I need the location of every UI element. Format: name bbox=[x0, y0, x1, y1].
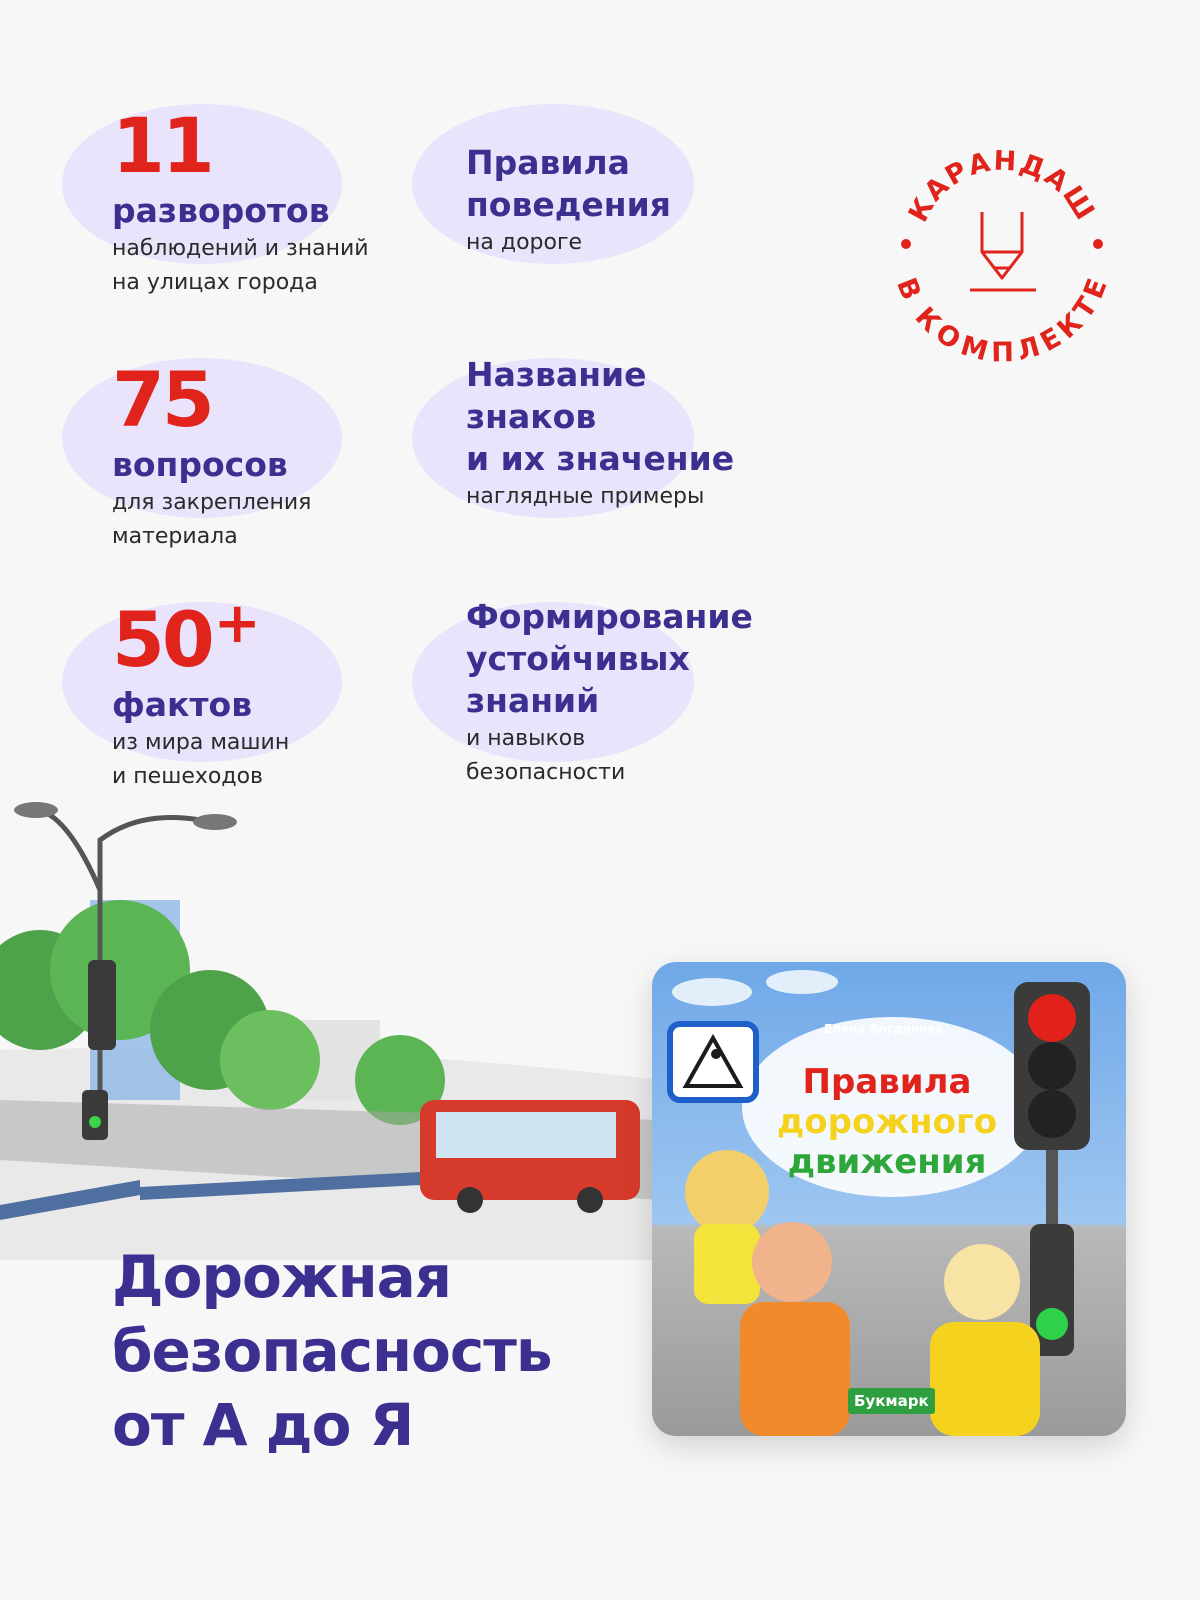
feature-title: Формирование bbox=[466, 597, 753, 636]
stamp-dot bbox=[901, 239, 911, 249]
feature-number: 75 bbox=[112, 355, 212, 444]
feature-number-value: 50 bbox=[112, 595, 212, 684]
publisher-logo: Букмарк bbox=[848, 1388, 935, 1414]
feature-title: разворотов bbox=[112, 191, 330, 230]
cover-title bbox=[767, 1062, 1007, 1182]
feature-rules bbox=[466, 142, 671, 260]
headline-line: Дорожная bbox=[112, 1243, 452, 1311]
feature-signs bbox=[466, 354, 734, 514]
feature-subtitle: для закрепления bbox=[112, 490, 312, 515]
feature-subtitle: на улицах города bbox=[112, 270, 318, 295]
feature-title: знаков bbox=[466, 397, 597, 436]
headline-line: от А до Я bbox=[112, 1391, 414, 1459]
pencil-icon bbox=[970, 212, 1036, 290]
feature-subtitle: материала bbox=[112, 524, 238, 549]
feature-title: знаний bbox=[466, 681, 600, 720]
feature-subtitle: и навыков bbox=[466, 726, 586, 751]
stamp-dot bbox=[1093, 239, 1103, 249]
feature-subtitle: на дороге bbox=[466, 230, 583, 255]
stamp-bottom-text: В КОМПЛЕКТЕ bbox=[890, 273, 1114, 364]
feature-title: фактов bbox=[112, 685, 253, 724]
feature-title: Правила bbox=[466, 143, 630, 182]
feature-questions bbox=[112, 355, 312, 554]
feature-title: вопросов bbox=[112, 445, 288, 484]
feature-spreads bbox=[112, 101, 369, 300]
feature-number bbox=[112, 591, 289, 684]
feature-subtitle: и пешеходов bbox=[112, 764, 263, 789]
feature-facts bbox=[112, 591, 290, 794]
headline-line: безопасность bbox=[112, 1317, 552, 1385]
svg-text:КАРАНДАШ bbox=[903, 146, 1101, 228]
feature-title: устойчивых bbox=[466, 639, 690, 678]
feature-subtitle: безопасности bbox=[466, 760, 626, 785]
svg-text:В КОМПЛЕКТЕ bbox=[890, 274, 1114, 364]
feature-number: 11 bbox=[112, 101, 212, 190]
book-cover bbox=[652, 962, 1126, 1436]
cover-title-line: движения bbox=[787, 1142, 987, 1182]
cover-author: Елена Богданова bbox=[824, 1022, 944, 1036]
feature-number-suffix: + bbox=[213, 591, 258, 656]
headline bbox=[112, 1240, 552, 1462]
feature-subtitle: наглядные примеры bbox=[466, 484, 705, 509]
street-illustration bbox=[0, 800, 660, 1260]
cover-title-line: дорожного bbox=[776, 1102, 998, 1142]
feature-skills bbox=[466, 596, 753, 790]
cover-title-line: Правила bbox=[802, 1062, 972, 1102]
feature-title: Название bbox=[466, 355, 647, 394]
pencil-included-stamp bbox=[890, 140, 1114, 364]
feature-subtitle: из мира машин bbox=[112, 730, 290, 755]
feature-title: поведения bbox=[466, 185, 671, 224]
stamp-top-text: КАРАНДАШ bbox=[902, 145, 1102, 228]
feature-subtitle: наблюдений и знаний bbox=[112, 236, 369, 261]
feature-title: и их значение bbox=[466, 439, 735, 478]
